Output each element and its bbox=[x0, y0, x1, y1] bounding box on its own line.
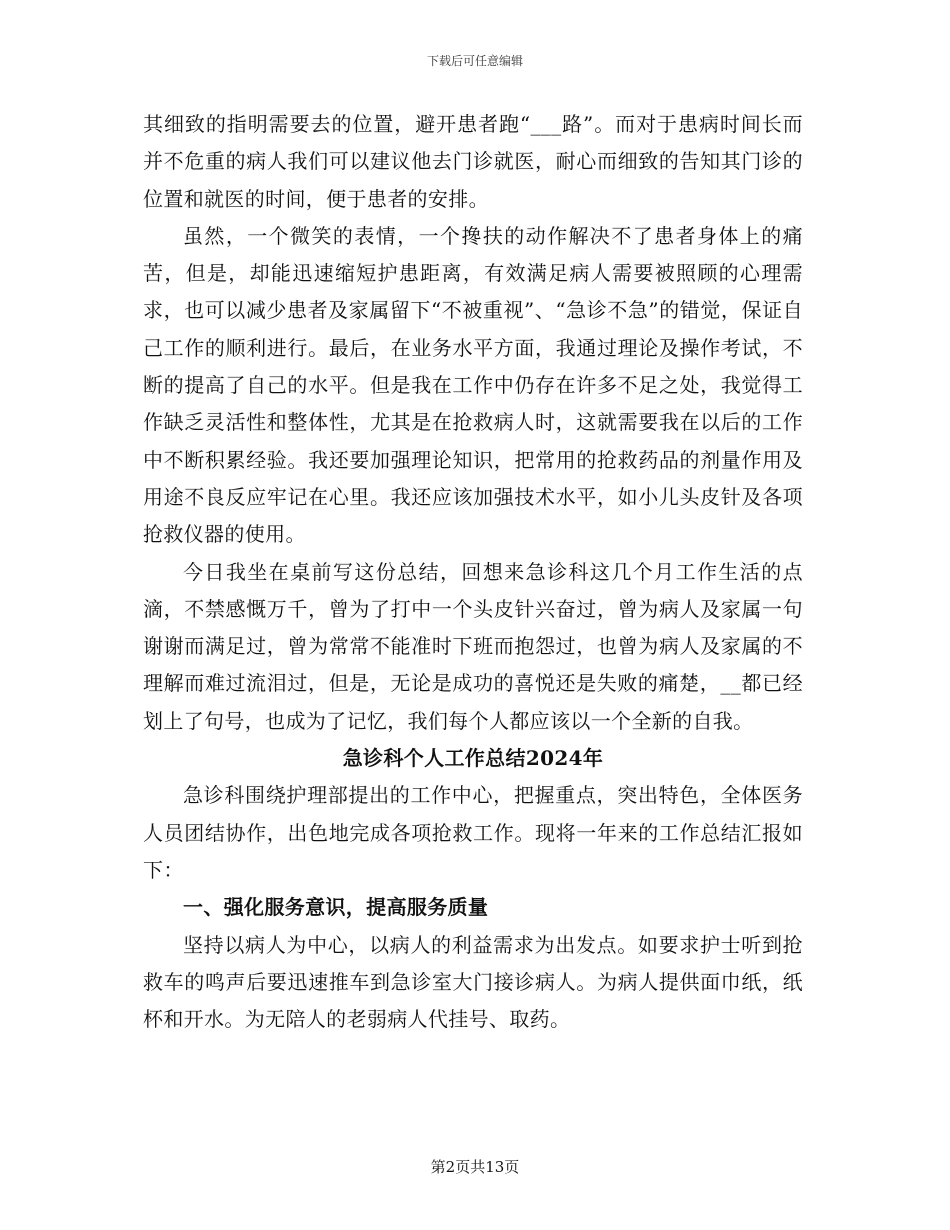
paragraph-intro: 急诊科围绕护理部提出的工作中心，把握重点，突出特色，全体医务人员团结协作，出色地完成各项抢救工作。现将一年来的工作总结汇报如下： bbox=[143, 783, 803, 882]
section-title: 急诊科个人工作总结2024年 bbox=[342, 746, 604, 771]
paragraph-summary: 今日我坐在桌前写这份总结，回想来急诊科这几个月工作生活的点滴，不禁感慨万千，曾为了打中一个头皮针兴奋过，曾为病人及家属一句谢谢而满足过，曾为常常不能准时下班而抱怨过，也曾为病人及家属的不理解而难过流泪过，但是，无论是成功的喜悦还是失败的痛楚，__都已经划上了句号，也成为了记忆，我们每个人都应该以一个全新的自我。 bbox=[143, 559, 803, 733]
page-header: 下载后可任意编辑 bbox=[426, 54, 523, 68]
paragraph-service: 坚持以病人为中心，以病人的利益需求为出发点。如要求护士听到抢救车的鸣声后要迅速推车到急诊室大门接诊病人。为病人提供面巾纸，纸杯和开水。为无陪人的老弱病人代挂号、取药。 bbox=[143, 932, 803, 1032]
paragraph-reflection: 虽然，一个微笑的表情，一个搀扶的动作解决不了患者身体上的痛苦，但是，却能迅速缩短护患距离，有效满足病人需要被照顾的心理需求，也可以减少患者及家属留下“不被重视”、“急诊不急”的错觉，保证自己工作的顺利进行。最后，在业务水平方面，我通过理论及操作考试，不断的提高了自己的水平。但是我在工作中仍存在许多不足之处，我觉得工作缺乏灵活性和整体性，尤其是在抢救病人时，这就需要我在以后的工作中不断积累经验。我还要加强理论知识，把常用的抢救药品的剂量作用及用途不良反应牢记在心里。我还应该加强技术水平，如小儿头皮针及各项抢救仪器的使用。 bbox=[143, 223, 803, 547]
paragraph-continued: 其细致的指明需要去的位置，避开患者跑“___路”。而对于患病时间长而并不危重的病人我们可以建议他去门诊就医，耐心而细致的告知其门诊的位置和就医的时间，便于患者的安排。 bbox=[143, 112, 803, 211]
document-body bbox=[143, 106, 803, 1038]
page-number: 第2页共13页 bbox=[430, 1158, 520, 1176]
subheading: 一、强化服务意识，提高服务质量 bbox=[183, 895, 489, 920]
